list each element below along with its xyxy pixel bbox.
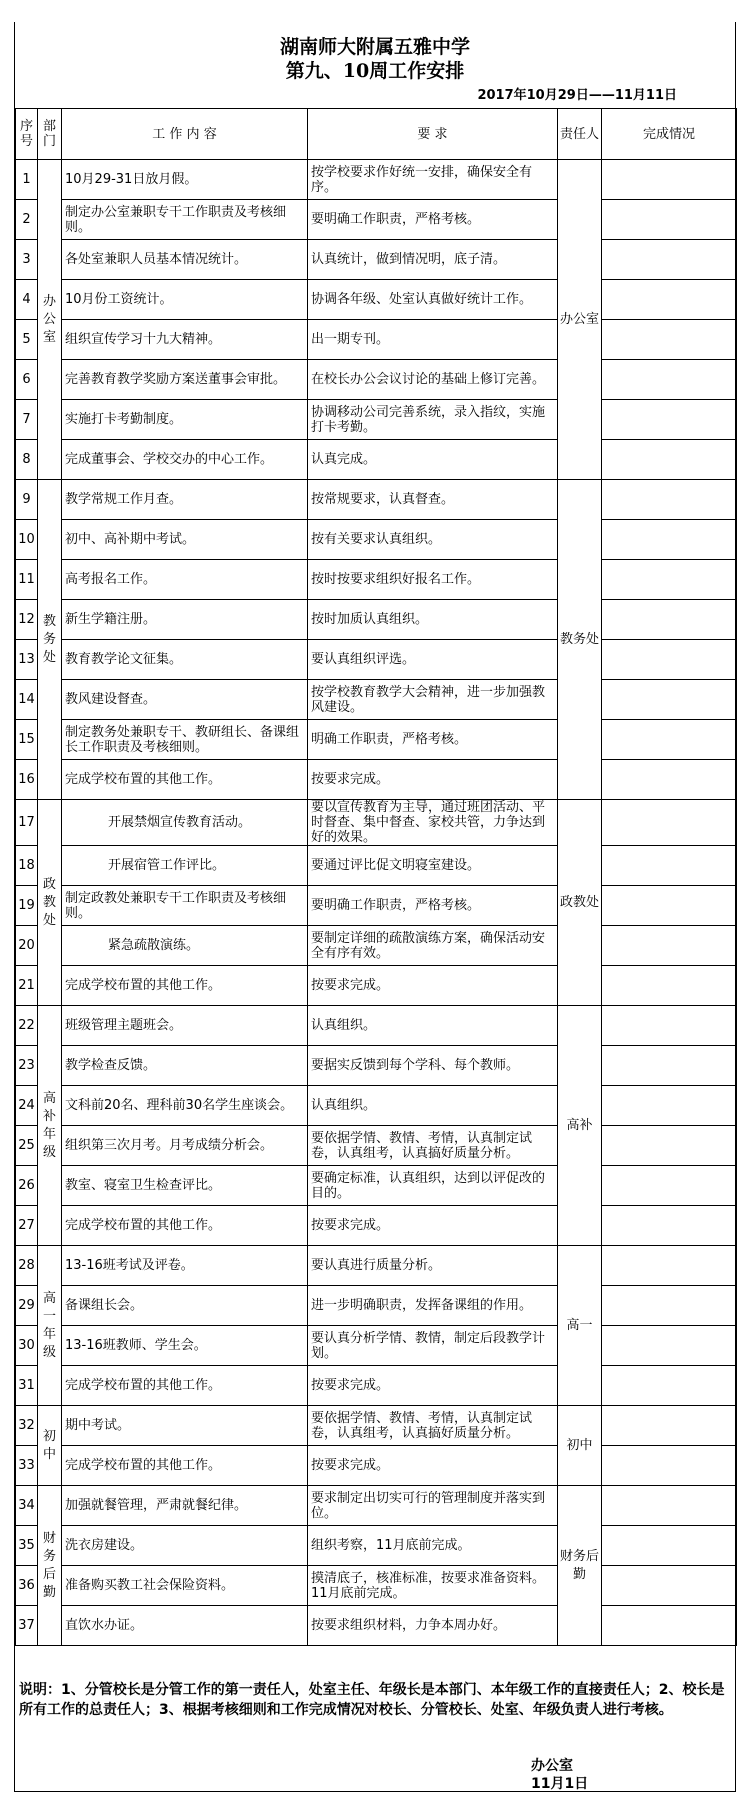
- requirement: 在校长办公会议讨论的基础上修订完善。: [308, 360, 558, 400]
- completion-cell: [602, 1246, 737, 1286]
- requirement: 按要求完成。: [308, 1206, 558, 1246]
- work-content: 洗衣房建设。: [62, 1526, 308, 1566]
- table-row: [16, 1366, 737, 1406]
- completion-cell: [602, 360, 737, 400]
- work-content: 13-16班教师、学生会。: [62, 1326, 308, 1366]
- work-content: 完成董事会、学校交办的中心工作。: [62, 440, 308, 480]
- row-number: 29: [16, 1286, 38, 1326]
- table-row: [16, 926, 737, 966]
- requirement: 按要求组织材料，力争本周办好。: [308, 1606, 558, 1646]
- requirement: 按学校教育教学大会精神，进一步加强教风建设。: [308, 680, 558, 720]
- completion-cell: [602, 520, 737, 560]
- table-row: [16, 440, 737, 480]
- requirement: 要据实反馈到每个学科、每个教师。: [308, 1046, 558, 1086]
- table-row: [16, 1606, 737, 1646]
- date-range: 2017年10月29日——11月11日: [477, 88, 677, 103]
- responsible-cell: 政教处: [558, 800, 602, 1006]
- work-content: 班级管理主题班会。: [62, 1006, 308, 1046]
- table-row: [16, 600, 737, 640]
- responsible-cell: 教务处: [558, 480, 602, 800]
- row-number: 12: [16, 600, 38, 640]
- header-responsible: 责任人: [558, 109, 602, 160]
- row-number: 33: [16, 1446, 38, 1486]
- row-number: 37: [16, 1606, 38, 1646]
- bottom-border: [15, 1791, 735, 1792]
- requirement: 协调移动公司完善系统，录入指纹，实施打卡考勤。: [308, 400, 558, 440]
- requirement: 认真完成。: [308, 440, 558, 480]
- completion-cell: [602, 680, 737, 720]
- work-content: 实施打卡考勤制度。: [62, 400, 308, 440]
- signature-date: 11月1日: [531, 1776, 589, 1792]
- completion-cell: [602, 640, 737, 680]
- signature-office: 办公室: [531, 1758, 573, 1774]
- department-cell: 政教处: [38, 800, 62, 1006]
- work-content: 完成学校布置的其他工作。: [62, 1446, 308, 1486]
- table-row: [16, 520, 737, 560]
- completion-cell: [602, 966, 737, 1006]
- completion-cell: [602, 1606, 737, 1646]
- work-content: 高考报名工作。: [62, 560, 308, 600]
- row-number: 34: [16, 1486, 38, 1526]
- completion-cell: [602, 1126, 737, 1166]
- work-content: 教学常规工作月查。: [62, 480, 308, 520]
- header-content: 工 作 内 容: [62, 109, 308, 160]
- row-number: 10: [16, 520, 38, 560]
- requirement: 出一期专刊。: [308, 320, 558, 360]
- department-cell: 教务处: [38, 480, 62, 800]
- row-number: 5: [16, 320, 38, 360]
- work-content: 教风建设督查。: [62, 680, 308, 720]
- responsible-cell: 初中: [558, 1406, 602, 1486]
- requirement: 按要求完成。: [308, 1446, 558, 1486]
- table-row: [16, 280, 737, 320]
- completion-cell: [602, 846, 737, 886]
- row-number: 17: [16, 800, 38, 846]
- row-number: 9: [16, 480, 38, 520]
- work-content: 直饮水办证。: [62, 1606, 308, 1646]
- requirement: 认真统计，做到情况明，底子清。: [308, 240, 558, 280]
- requirement: 认真组织。: [308, 1086, 558, 1126]
- requirement: 协调各年级、处室认真做好统计工作。: [308, 280, 558, 320]
- row-number: 14: [16, 680, 38, 720]
- row-number: 16: [16, 760, 38, 800]
- requirement: 要求制定出切实可行的管理制度并落实到位。: [308, 1486, 558, 1526]
- table-row: [16, 1246, 737, 1286]
- work-content: 文科前20名、理科前30名学生座谈会。: [62, 1086, 308, 1126]
- table-row: [16, 560, 737, 600]
- row-number: 18: [16, 846, 38, 886]
- responsible-cell: 高补: [558, 1006, 602, 1246]
- requirement: 按要求完成。: [308, 966, 558, 1006]
- responsible-cell: 高一: [558, 1246, 602, 1406]
- row-number: 3: [16, 240, 38, 280]
- work-content: 各处室兼职人员基本情况统计。: [62, 240, 308, 280]
- completion-cell: [602, 1486, 737, 1526]
- department-cell: 初中: [38, 1406, 62, 1486]
- work-content: 完成学校布置的其他工作。: [62, 1206, 308, 1246]
- work-content: 新生学籍注册。: [62, 600, 308, 640]
- header-seq: 序号: [16, 109, 38, 160]
- row-number: 27: [16, 1206, 38, 1246]
- requirement: 摸清底子，核准标准，按要求准备资料。11月底前完成。: [308, 1566, 558, 1606]
- requirement: 明确工作职责，严格考核。: [308, 720, 558, 760]
- table-row: [16, 1486, 737, 1526]
- requirement: 要依据学情、教情、考情，认真制定试卷，认真组考，认真搞好质量分析。: [308, 1406, 558, 1446]
- requirement: 要制定详细的疏散演练方案，确保活动安全有序有效。: [308, 926, 558, 966]
- requirement: 要明确工作职责，严格考核。: [308, 200, 558, 240]
- table-row: [16, 800, 737, 846]
- requirement: 按要求完成。: [308, 760, 558, 800]
- completion-cell: [602, 1166, 737, 1206]
- completion-cell: [602, 886, 737, 926]
- notes: 说明：1、分管校长是分管工作的第一责任人，处室主任、年级长是本部门、本年级工作的直接责任人；2、校长是所有工作的总责任人；3、根据考核细则和工作完成情况对校长、分管校长、处室、年级负责人进行考核。: [19, 1682, 725, 1718]
- table-row: [16, 1206, 737, 1246]
- completion-cell: [602, 926, 737, 966]
- table-row: [16, 1406, 737, 1446]
- requirement: 要通过评比促文明寝室建设。: [308, 846, 558, 886]
- requirement: 按要求完成。: [308, 1366, 558, 1406]
- work-content: 准备购买教工社会保险资料。: [62, 1566, 308, 1606]
- row-number: 26: [16, 1166, 38, 1206]
- completion-cell: [602, 1286, 737, 1326]
- work-content: 备课组长会。: [62, 1286, 308, 1326]
- table-row: [16, 640, 737, 680]
- completion-cell: [602, 1006, 737, 1046]
- completion-cell: [602, 280, 737, 320]
- work-content: 教学检查反馈。: [62, 1046, 308, 1086]
- completion-cell: [602, 1046, 737, 1086]
- row-number: 24: [16, 1086, 38, 1126]
- table-row: [16, 1326, 737, 1366]
- row-number: 11: [16, 560, 38, 600]
- completion-cell: [602, 600, 737, 640]
- work-content: 10月29-31日放月假。: [62, 160, 308, 200]
- work-content: 完成学校布置的其他工作。: [62, 760, 308, 800]
- row-number: 6: [16, 360, 38, 400]
- table-row: [16, 200, 737, 240]
- row-number: 7: [16, 400, 38, 440]
- completion-cell: [602, 1406, 737, 1446]
- completion-cell: [602, 440, 737, 480]
- requirement: 要认真分析学情、教情，制定后段教学计划。: [308, 1326, 558, 1366]
- completion-cell: [602, 200, 737, 240]
- department-cell: 财务后勤: [38, 1486, 62, 1646]
- table-row: [16, 1526, 737, 1566]
- table-row: [16, 240, 737, 280]
- requirement: 按学校要求作好统一安排，确保安全有序。: [308, 160, 558, 200]
- requirement: 按时加质认真组织。: [308, 600, 558, 640]
- row-number: 32: [16, 1406, 38, 1446]
- row-number: 25: [16, 1126, 38, 1166]
- row-number: 19: [16, 886, 38, 926]
- table-row: [16, 1166, 737, 1206]
- work-content: 加强就餐管理，严肃就餐纪律。: [62, 1486, 308, 1526]
- table-row: [16, 760, 737, 800]
- work-content: 初中、高补期中考试。: [62, 520, 308, 560]
- row-number: 23: [16, 1046, 38, 1086]
- document-sheet: [14, 22, 736, 1792]
- work-content: 13-16班考试及评卷。: [62, 1246, 308, 1286]
- completion-cell: [602, 320, 737, 360]
- completion-cell: [602, 720, 737, 760]
- completion-cell: [602, 1566, 737, 1606]
- table-row: [16, 1286, 737, 1326]
- requirement: 进一步明确职责，发挥备课组的作用。: [308, 1286, 558, 1326]
- table-row: [16, 720, 737, 760]
- table-row: [16, 680, 737, 720]
- completion-cell: [602, 760, 737, 800]
- work-content: 教室、寝室卫生检查评比。: [62, 1166, 308, 1206]
- completion-cell: [602, 800, 737, 846]
- school-title: 湖南师大附属五雅中学: [279, 36, 470, 58]
- requirement: 认真组织。: [308, 1006, 558, 1046]
- row-number: 13: [16, 640, 38, 680]
- schedule-table: [15, 108, 737, 1646]
- requirement: 要认真进行质量分析。: [308, 1246, 558, 1286]
- signature: [531, 1757, 588, 1793]
- requirement: 组织考察，11月底前完成。: [308, 1526, 558, 1566]
- completion-cell: [602, 1526, 737, 1566]
- work-content: 完成学校布置的其他工作。: [62, 966, 308, 1006]
- requirement: 要明确工作职责，严格考核。: [308, 886, 558, 926]
- completion-cell: [602, 400, 737, 440]
- completion-cell: [602, 240, 737, 280]
- work-content: 紧急疏散演练。: [62, 926, 308, 966]
- table-row: [16, 966, 737, 1006]
- department-cell: 高一年级: [38, 1246, 62, 1406]
- requirement: 按常规要求，认真督查。: [308, 480, 558, 520]
- row-number: 30: [16, 1326, 38, 1366]
- table-row: [16, 1126, 737, 1166]
- work-content: 开展宿管工作评比。: [62, 846, 308, 886]
- row-number: 36: [16, 1566, 38, 1606]
- row-number: 8: [16, 440, 38, 480]
- work-content: 制定办公室兼职专干工作职责及考核细则。: [62, 200, 308, 240]
- requirement: 要确定标准，认真组织，达到以评促改的目的。: [308, 1166, 558, 1206]
- department-cell: 办公室: [38, 160, 62, 480]
- work-content: 开展禁烟宣传教育活动。: [62, 800, 308, 846]
- requirement: 要依据学情、教情、考情，认真制定试卷，认真组考，认真搞好质量分析。: [308, 1126, 558, 1166]
- table-row: [16, 160, 737, 200]
- requirement: 按时按要求组织好报名工作。: [308, 560, 558, 600]
- completion-cell: [602, 1086, 737, 1126]
- header-requirement: 要 求: [308, 109, 558, 160]
- table-row: [16, 360, 737, 400]
- row-number: 15: [16, 720, 38, 760]
- work-content: 完成学校布置的其他工作。: [62, 1366, 308, 1406]
- row-number: 28: [16, 1246, 38, 1286]
- requirement: 要以宣传教育为主导，通过班团活动、平时督查、集中督查、家校共管，力争达到好的效果。: [308, 800, 558, 846]
- work-content: 组织第三次月考。月考成绩分析会。: [62, 1126, 308, 1166]
- work-content: 期中考试。: [62, 1406, 308, 1446]
- work-content: 10月份工资统计。: [62, 280, 308, 320]
- table-row: [16, 1566, 737, 1606]
- table-row: [16, 320, 737, 360]
- header-dept: 部门: [38, 109, 62, 160]
- work-content: 完善教育教学奖励方案送董事会审批。: [62, 360, 308, 400]
- schedule-body: [16, 160, 737, 1646]
- table-row: [16, 1006, 737, 1046]
- completion-cell: [602, 560, 737, 600]
- row-number: 35: [16, 1526, 38, 1566]
- completion-cell: [602, 160, 737, 200]
- row-number: 20: [16, 926, 38, 966]
- row-number: 22: [16, 1006, 38, 1046]
- table-row: [16, 1446, 737, 1486]
- table-row: [16, 480, 737, 520]
- responsible-cell: 办公室: [558, 160, 602, 480]
- table-row: [16, 1086, 737, 1126]
- completion-cell: [602, 1366, 737, 1406]
- completion-cell: [602, 1206, 737, 1246]
- completion-cell: [602, 480, 737, 520]
- work-content: 制定教务处兼职专干、教研组长、备课组长工作职责及考核细则。: [62, 720, 308, 760]
- table-row: [16, 846, 737, 886]
- table-row: [16, 1046, 737, 1086]
- header-completion: 完成情况: [602, 109, 737, 160]
- work-content: 组织宣传学习十九大精神。: [62, 320, 308, 360]
- work-content: 教育教学论文征集。: [62, 640, 308, 680]
- table-row: [16, 886, 737, 926]
- requirement: 要认真组织评选。: [308, 640, 558, 680]
- department-cell: 高补年级: [38, 1006, 62, 1246]
- schedule-title: 第九、10周工作安排: [285, 60, 465, 82]
- table-row: [16, 400, 737, 440]
- row-number: 1: [16, 160, 38, 200]
- row-number: 21: [16, 966, 38, 1006]
- responsible-cell: 财务后勤: [558, 1486, 602, 1646]
- completion-cell: [602, 1326, 737, 1366]
- work-content: 制定政教处兼职专干工作职责及考核细则。: [62, 886, 308, 926]
- row-number: 4: [16, 280, 38, 320]
- row-number: 31: [16, 1366, 38, 1406]
- row-number: 2: [16, 200, 38, 240]
- completion-cell: [602, 1446, 737, 1486]
- requirement: 按有关要求认真组织。: [308, 520, 558, 560]
